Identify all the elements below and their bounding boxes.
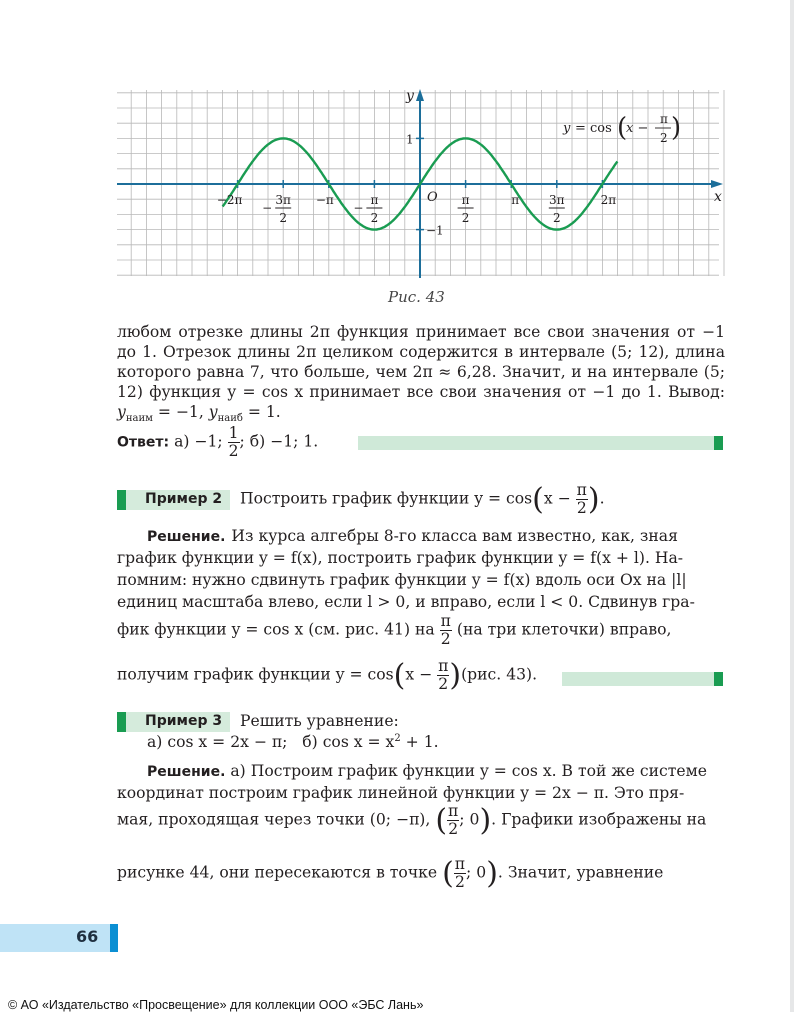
solution-2-line-6: получим график функции y = cos(x − $\frac{\pi}{2}$ )(рис. 43). (117, 657, 538, 693)
x-tick-label-num: 3π (275, 193, 291, 207)
solution-3-line-4: рисунке 44, они пересекаются в точке ( $\frac{\pi}{2}$ ; 0). Значит, уравнение (117, 855, 664, 891)
solution-2-line-1: Решение. Из курса алгебры 8-го класса вам известно, как, зная (147, 527, 678, 545)
solution-2-line-5: фик функции y = cos x (см. рис. 41) на $\frac{\pi}{2}$ (на три клеточки) вправо, (117, 612, 672, 648)
x-tick-label-sign: − (262, 201, 273, 215)
x-tick-label-den: 2 (370, 211, 379, 225)
figure-caption: Рис. 43 (388, 288, 445, 306)
solution-3-line-2: координат построим график линейной функции y = 2x − π. Это пря- (117, 784, 685, 802)
example-3-label: Пример 3 (145, 713, 223, 729)
cosine-graph (117, 88, 727, 280)
solution-2-line-4: единиц масштаба влево, если l > 0, и вправо, если l < 0. Сдвинув гра- (117, 593, 695, 611)
x-tick-label-den: 2 (461, 211, 470, 225)
formula-part: x − (626, 121, 649, 136)
answer-bar-end (714, 436, 723, 450)
example-2-task: Построить график функции y = cos(x − $\frac{\pi}{2}$ ). (240, 481, 605, 517)
copyright-footer: © АО «Издательство «Просвещение» для коллекции ООО «ЭБС Лань» (8, 998, 424, 1012)
answer-line: Ответ: а) −1; $\frac{1}{2}$ ; б) −1; 1. (117, 424, 319, 460)
formula-part: π (660, 112, 668, 126)
paragraph-1 (117, 322, 725, 429)
formula-part: ) (671, 113, 682, 143)
formula-part: ( (617, 113, 628, 143)
x-tick-label-sign: − (353, 201, 364, 215)
page-number-accent (110, 924, 118, 952)
answer-label: Ответ: (117, 434, 170, 451)
answer-bar (358, 436, 714, 450)
solution-2-line-3: помним: нужно сдвинуть график функции y = f(x) вдоль оси Ox на |l| (117, 571, 687, 589)
formula-part: 2 (660, 131, 668, 145)
solution-3-line-3: мая, проходящая через точки (0; −π), ( $\frac{\pi}{2}$ ; 0). Графики изображены на (117, 802, 707, 838)
tick-labels (217, 88, 722, 238)
x-tick-label: π (511, 193, 520, 207)
solution-3-line-1: Решение. а) Построим график функции y = cos x. В той же системе (147, 762, 707, 780)
origin-label: O (427, 190, 438, 205)
x-tick-label: 2π (600, 193, 617, 207)
x-tick-label: −π (315, 193, 334, 207)
y-tick-label: −1 (426, 223, 444, 238)
y-axis-arrow (416, 89, 424, 101)
x-tick-label-num: π (461, 193, 470, 207)
solution-2-line-2: график функции y = f(x), построить график функции y = f(x + l). На- (117, 549, 684, 567)
x-tick-label-den: 2 (552, 211, 561, 225)
example-3-equations: а) cos x = 2x − π; б) $\cos x = x^2 + 1$. (147, 733, 439, 752)
example-3-task: Решить уравнение: (240, 712, 399, 730)
x-tick-label-num: 3π (549, 193, 565, 207)
x-tick-label-num: π (370, 193, 379, 207)
conclusion: $y_{наим} = -1$, $y_{наиб} = 1$. (117, 403, 281, 425)
example-2-label: Пример 2 (145, 491, 223, 507)
y-tick-label: 1 (406, 132, 414, 147)
solution-2-bar-end (714, 672, 723, 686)
x-tick-label-den: 2 (279, 211, 288, 225)
answer-fraction: $\frac{1}{2}$ (228, 424, 239, 460)
formula-part: y (563, 121, 571, 136)
page-edge (790, 0, 794, 1012)
paragraph-1-text: любом отрезке длины 2π функция принимает все свои значения от −1 до 1. Отрезок длины 2π целиком содержится в интервале (5; 12), длина которого равна 7, что больше, чем 2π ≈ 6,28. Значит, и на интервале (5; 12) функция y = cos x принимает все свои значения от −1 до 1. Вывод: (117, 323, 725, 401)
x-tick-label: −2π (216, 193, 243, 207)
x-axis-label: x (714, 189, 722, 205)
formula-part: = cos (575, 121, 612, 136)
y-axis-label: y (406, 88, 414, 104)
x-axis-arrow (711, 180, 723, 188)
solution-2-bar (562, 672, 714, 686)
page-number: 66 (76, 927, 99, 946)
